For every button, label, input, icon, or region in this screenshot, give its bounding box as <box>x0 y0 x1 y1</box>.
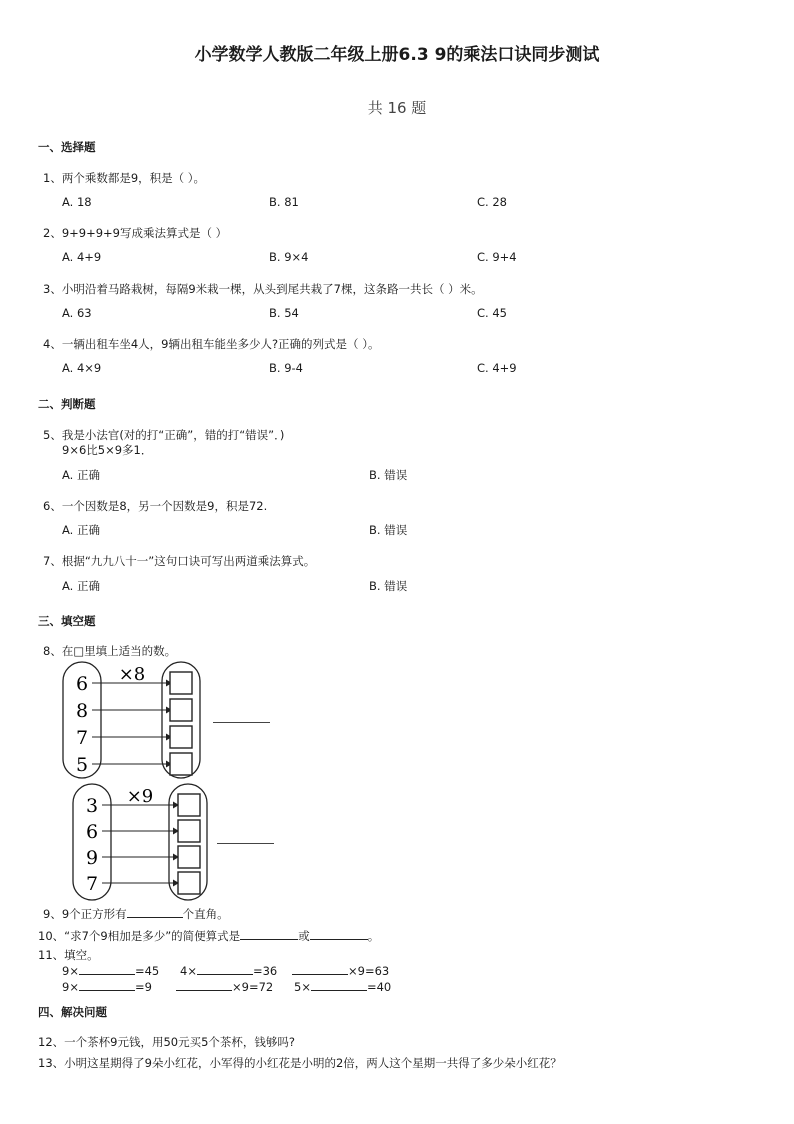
fill-item-right: ×9=72 <box>232 980 274 994</box>
row-4 <box>76 753 192 776</box>
section-heading-fill: 三、填空题 <box>38 614 96 628</box>
input-number: 7 <box>85 873 99 895</box>
fill-item <box>180 964 277 978</box>
answer-box[interactable] <box>178 820 200 842</box>
question-5-text: 5、我是小法官(对的打“正确”，错的打“错误”．) <box>43 428 285 442</box>
question-7-option-a[interactable]: A. 正确 <box>62 579 100 593</box>
input-number: 5 <box>75 754 89 776</box>
answer-line-1[interactable] <box>213 722 270 723</box>
question-6-option-a[interactable]: A. 正确 <box>62 523 100 537</box>
question-4-text: 4、一辆出租车坐4人，9辆出租车能坐多少人?正确的列式是（ ）。 <box>43 337 380 351</box>
question-10-blank-2[interactable] <box>310 929 368 940</box>
fill-item-right: =40 <box>366 980 392 994</box>
answer-box[interactable] <box>178 794 200 816</box>
row-2 <box>76 699 192 722</box>
fill-blank[interactable] <box>197 964 253 975</box>
fill-item-right: ×9=63 <box>348 964 390 978</box>
operator-label: ×8 <box>118 664 146 685</box>
fill-item <box>62 964 159 978</box>
question-10 <box>38 928 379 944</box>
question-1-option-a[interactable]: A. 18 <box>62 195 92 209</box>
fill-blank[interactable] <box>176 980 232 991</box>
question-10-suffix: 。 <box>367 929 380 943</box>
fill-blank[interactable] <box>292 964 348 975</box>
row-3 <box>76 726 192 749</box>
question-2-option-c[interactable]: C. 9+4 <box>477 250 517 264</box>
answer-box[interactable] <box>170 672 192 694</box>
question-10-prefix: 10、“求7个9相加是多少”的简便算式是 <box>38 929 241 943</box>
question-2-text: 2、9+9+9+9写成乘法算式是（ ） <box>43 226 228 240</box>
question-3-option-a[interactable]: A. 63 <box>62 306 92 320</box>
multiply-by-8-diagram <box>58 658 208 783</box>
question-3-option-b[interactable]: B. 54 <box>269 306 299 320</box>
input-number: 3 <box>85 795 99 817</box>
multiply-by-9-diagram <box>68 782 218 904</box>
question-3-text: 3、小明沿着马路栽树，每隔9米栽一棵，从头到尾共栽了7棵，这条路一共长（ ）米。 <box>43 282 483 296</box>
question-7-option-b[interactable]: B. 错误 <box>369 579 408 593</box>
fill-item <box>292 964 389 978</box>
question-10-mid: 或 <box>298 929 310 943</box>
question-9-blank[interactable] <box>127 907 183 918</box>
question-6-text: 6、一个因数是8，另一个因数是9，积是72. <box>43 499 268 513</box>
row-2 <box>86 820 200 843</box>
answer-box[interactable] <box>170 726 192 748</box>
section-heading-choice: 一、选择题 <box>38 140 96 154</box>
question-11-text: 11、填空。 <box>38 948 99 962</box>
question-9-prefix: 9、9个正方形有 <box>43 907 127 921</box>
question-2-option-a[interactable]: A. 4+9 <box>62 250 102 264</box>
question-8-text: 8、在□里填上适当的数。 <box>43 644 177 658</box>
question-5-option-a[interactable]: A. 正确 <box>62 468 100 482</box>
operator-label: ×9 <box>126 786 154 807</box>
fill-item-right: =9 <box>134 980 152 994</box>
input-number: 8 <box>75 700 89 722</box>
answer-box[interactable] <box>170 753 192 775</box>
question-1-option-b[interactable]: B. 81 <box>269 195 299 209</box>
fill-item-left: 5× <box>294 980 311 994</box>
question-7-text: 7、根据“九九八十一”这句口诀可写出两道乘法算式。 <box>43 554 316 568</box>
fill-item-left: 4× <box>180 964 197 978</box>
question-4-option-a[interactable]: A. 4×9 <box>62 361 102 375</box>
input-number: 9 <box>85 847 99 869</box>
answer-box[interactable] <box>178 872 200 894</box>
question-count: 共 16 题 <box>367 99 427 117</box>
question-3-option-c[interactable]: C. 45 <box>477 306 507 320</box>
document-title: 小学数学人教版二年级上册6.3 9的乘法口诀同步测试 <box>194 45 600 65</box>
fill-blank[interactable] <box>79 964 135 975</box>
answer-box[interactable] <box>178 846 200 868</box>
question-4-option-b[interactable]: B. 9-4 <box>269 361 303 375</box>
fill-blank[interactable] <box>311 980 367 991</box>
question-1-option-c[interactable]: C. 28 <box>477 195 507 209</box>
question-9-suffix: 个直角。 <box>182 907 229 921</box>
answer-box[interactable] <box>170 699 192 721</box>
input-number: 6 <box>75 673 89 695</box>
fill-item-right: =36 <box>252 964 278 978</box>
question-9 <box>43 906 229 922</box>
fill-item <box>176 980 273 994</box>
question-4-option-c[interactable]: C. 4+9 <box>477 361 517 375</box>
question-10-blank-1[interactable] <box>240 929 298 940</box>
section-heading-solve: 四、解决问题 <box>38 1005 107 1019</box>
question-6-option-b[interactable]: B. 错误 <box>369 523 408 537</box>
fill-item-left: 9× <box>62 980 79 994</box>
question-12-text: 12、一个茶杯9元钱，用50元买5个茶杯，钱够吗? <box>38 1035 296 1049</box>
input-number: 7 <box>75 727 89 749</box>
question-5-statement: 9×6比5×9多1． <box>62 443 153 457</box>
question-5-option-b[interactable]: B. 错误 <box>369 468 408 482</box>
question-13-text: 13、小明这星期得了9朵小红花，小军得的小红花是小明的2倍，两人这个星期一共得了多少朵小红花？ <box>38 1056 562 1070</box>
fill-item-left: 9× <box>62 964 79 978</box>
fill-item <box>62 980 152 994</box>
question-1-text: 1、两个乘数都是9，积是（ ）。 <box>43 171 206 185</box>
input-number: 6 <box>85 821 99 843</box>
row-4 <box>86 872 200 895</box>
answer-line-2[interactable] <box>217 843 274 844</box>
fill-blank[interactable] <box>79 980 135 991</box>
row-3 <box>86 846 200 869</box>
question-2-option-b[interactable]: B. 9×4 <box>269 250 309 264</box>
fill-item <box>294 980 391 994</box>
fill-item-right: =45 <box>134 964 160 978</box>
section-heading-judge: 二、判断题 <box>38 397 96 411</box>
